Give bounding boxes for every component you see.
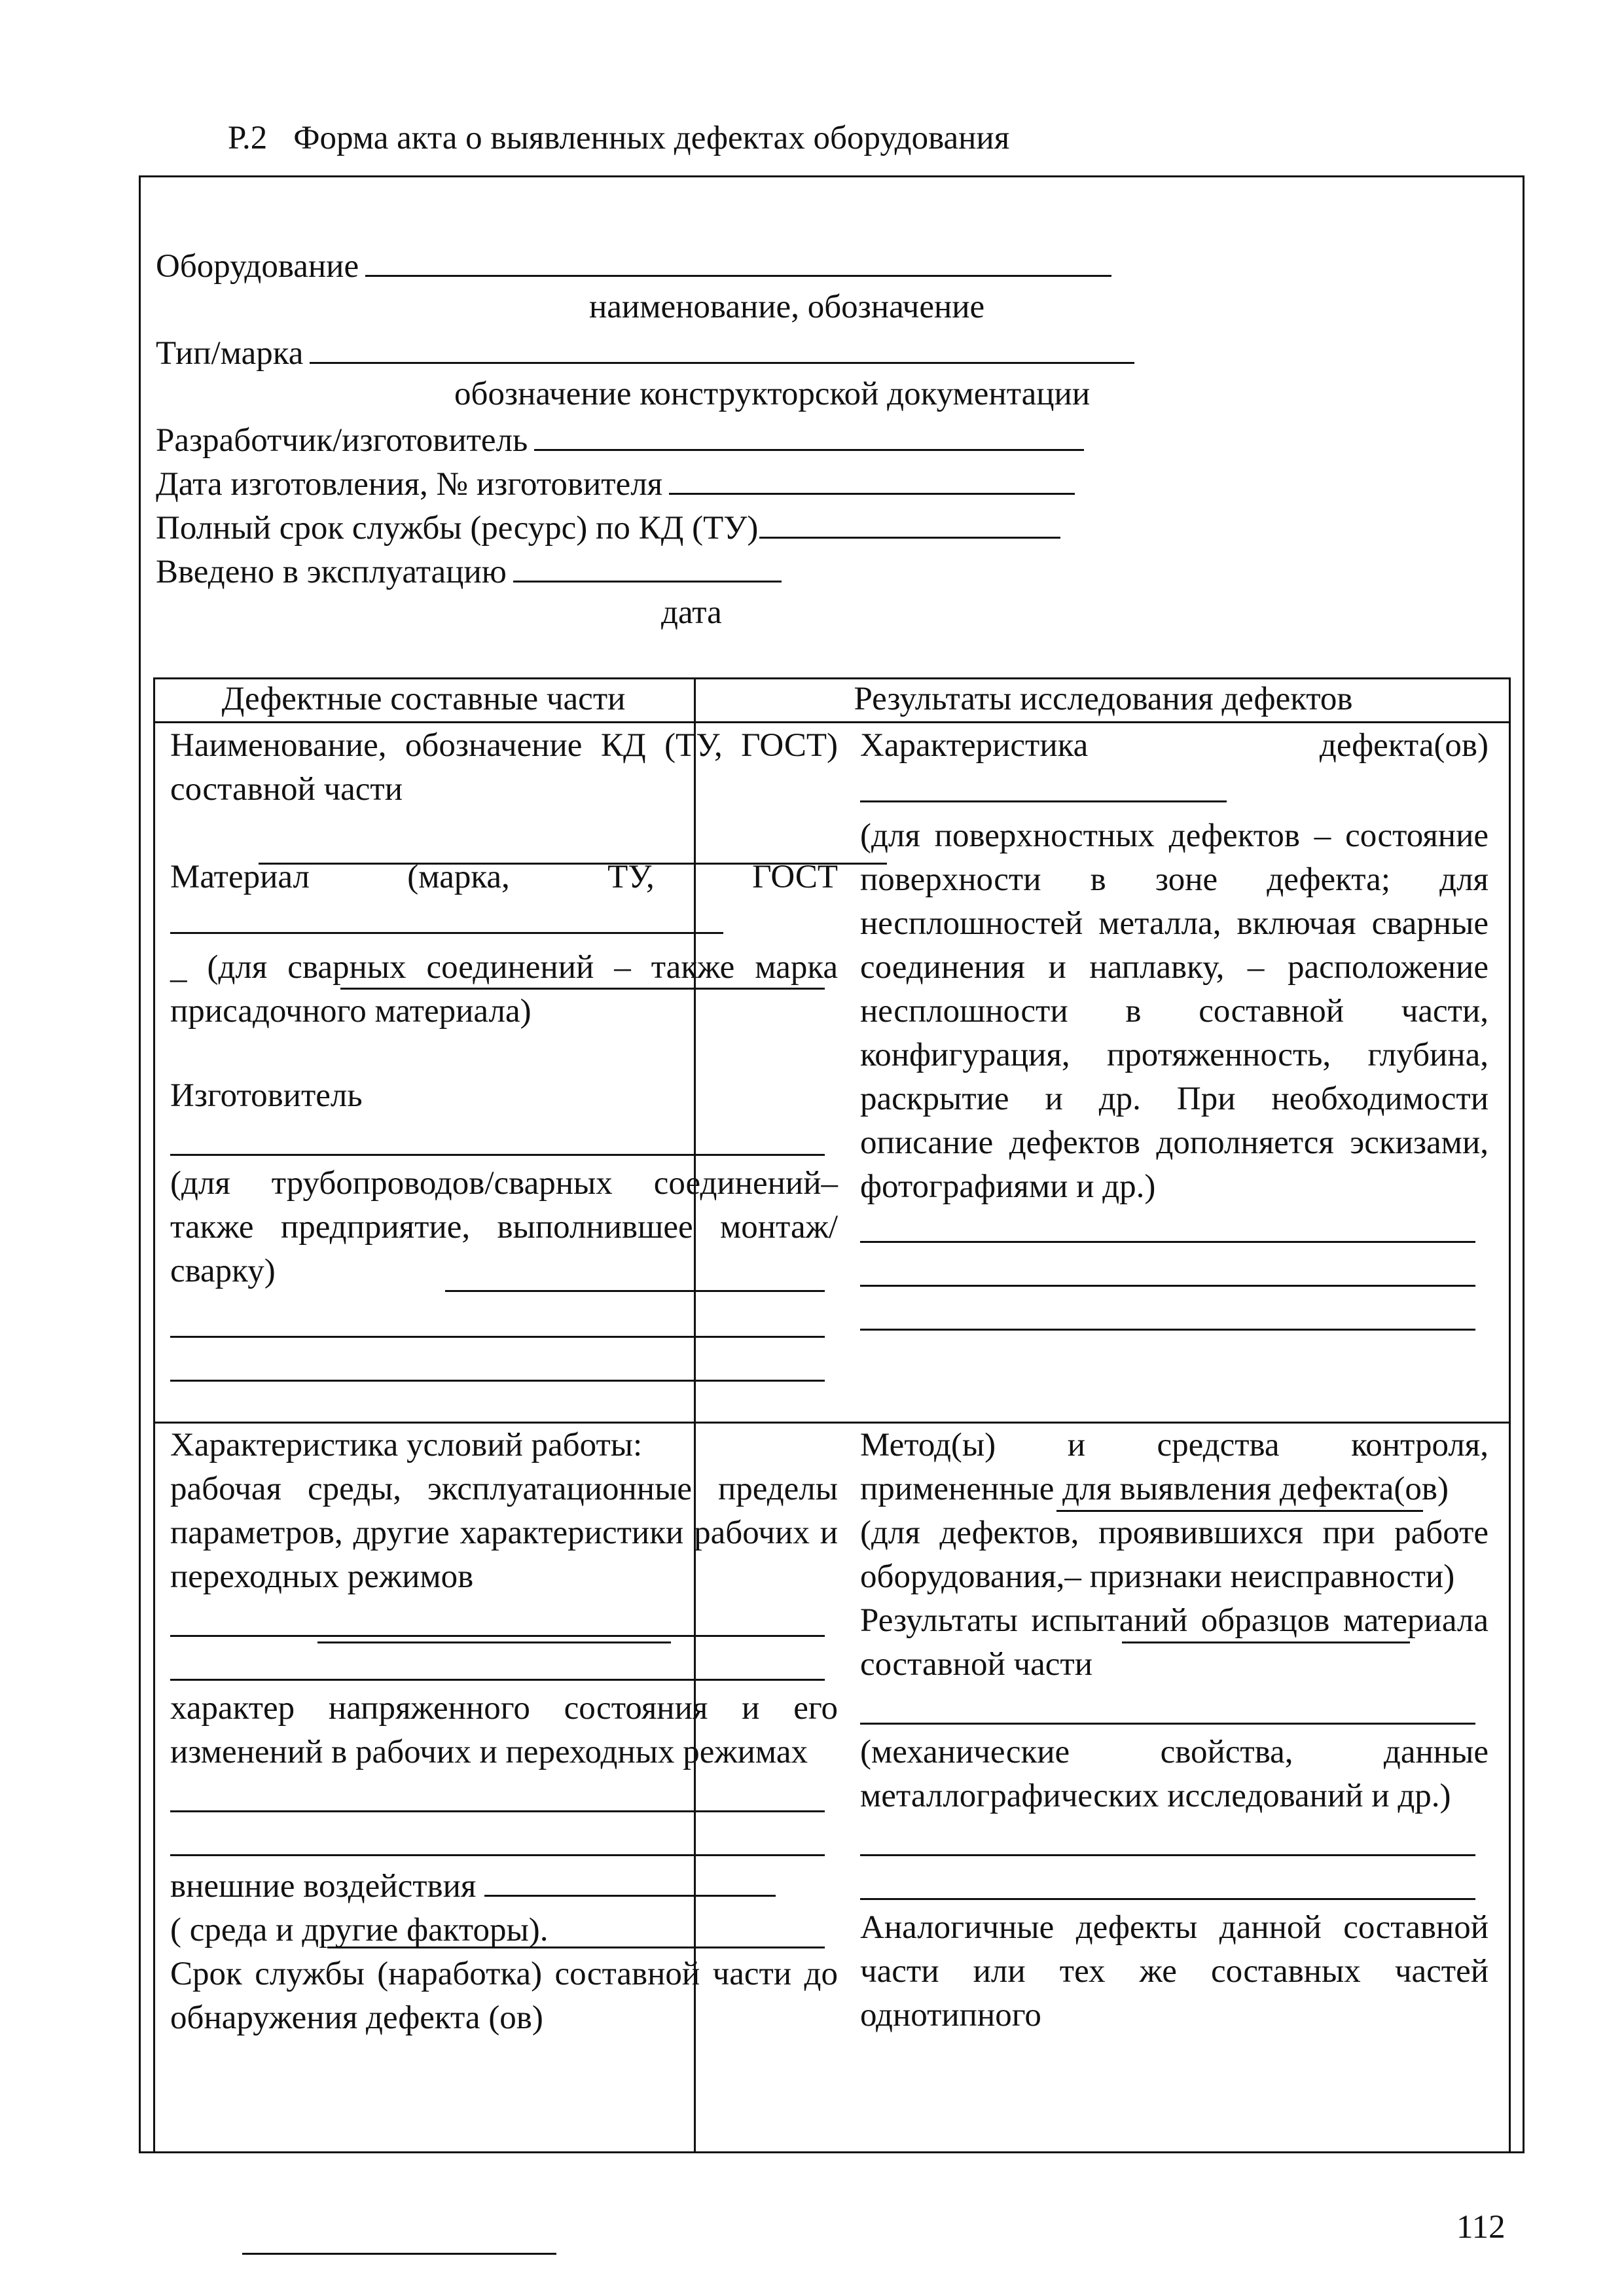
page-number: 112 — [1456, 2209, 1506, 2246]
external-text — [170, 1862, 838, 1909]
commissioned-caption: дата — [661, 594, 722, 631]
defect-characteristic-label: Характеристика дефекта(ов) — [860, 727, 1489, 764]
section-title — [228, 117, 1009, 160]
external-note: ( среда и другие факторы). — [170, 1912, 549, 1948]
methods-blank[interactable] — [1056, 1477, 1423, 1512]
equipment-field — [156, 242, 1111, 289]
material-label: Материал (марка, ТУ, ГОСТ — [170, 859, 838, 895]
conditions-blank[interactable] — [317, 1609, 671, 1643]
defect-characteristic-blank[interactable] — [860, 768, 1227, 802]
section-number: Р.2 — [228, 120, 268, 156]
results-blank-3[interactable] — [860, 1293, 1475, 1331]
manufacturer-blank[interactable] — [170, 1118, 825, 1156]
service-label: Полный срок службы (ресурс) по КД (ТУ) — [156, 510, 759, 547]
developer-blank[interactable] — [534, 416, 1084, 451]
equipment-caption: наименование, обозначение — [589, 289, 985, 325]
manufacturer-extra-blank-2[interactable] — [170, 1344, 825, 1382]
manufacturer-block — [170, 1074, 838, 1388]
header-investigation-results: Результаты исследования дефектов — [854, 681, 1353, 717]
type-label: Тип/марка — [156, 335, 304, 372]
row1-left-cell — [170, 724, 838, 812]
defect-characteristic-text — [860, 724, 1489, 814]
results-blank-1[interactable] — [860, 1205, 1475, 1243]
material-blank[interactable] — [170, 899, 723, 934]
developer-field — [156, 416, 1084, 463]
tests-text: Результаты испытаний образцов материала составной части — [860, 1602, 1489, 1683]
developer-label: Разработчик/изготовитель — [156, 422, 528, 459]
results-blank-2[interactable] — [860, 1249, 1475, 1287]
tests-extra-blank-2[interactable] — [860, 1862, 1475, 1900]
stress-blank[interactable] — [327, 1914, 825, 1948]
conditions-label: Характеристика условий работы: — [170, 1427, 643, 1463]
stress-extra-blank-1[interactable] — [170, 1774, 825, 1812]
stress-extra-blank-2[interactable] — [170, 1818, 825, 1856]
manufacturer-note-blank[interactable] — [445, 1257, 825, 1292]
commissioned-field — [156, 548, 782, 594]
external-blank[interactable] — [484, 1862, 776, 1897]
defect-characteristic-note: (для поверхностных дефектов – состояние поверхности в зоне дефекта; для несплошностей металла, включая сварные соединения и наплавку, – расположение несплошности в составной части, конфигурация, протяженность, глубина, раскрытие и др. При необходимости описание дефектов дополняется эскизами, фотографиями и др.) — [860, 817, 1489, 1205]
service-blank[interactable] — [759, 504, 1060, 539]
material-text — [170, 855, 838, 946]
date-field — [156, 460, 1075, 507]
tests-note-text: (механические свойства, данные металлографических исследований и др.) — [860, 1734, 1489, 1814]
similar-defects-text: Аналогичные дефекты данной составной части или тех же составных частей однотипного — [860, 1909, 1489, 2034]
part-name-text: Наименование, обозначение КД (ТУ, ГОСТ) составной части — [170, 727, 838, 808]
row1-right-cell — [860, 724, 1489, 1336]
conditions-detail-text: рабочая среды, эксплуатационные пределы параметров, другие характеристики рабочих и переходных режимов — [170, 1471, 838, 1595]
methods-text: Метод(ы) и средства контроля, примененные для выявления дефекта(ов) — [860, 1427, 1489, 1507]
header-defective-parts: Дефектные составные части — [221, 681, 626, 717]
manufacturer-note-text: (для трубопроводов/сварных соединений– также предприятие, выполнившее монтаж/сварку) — [170, 1165, 838, 1289]
date-label: Дата изготовления, № изготовителя — [156, 466, 663, 503]
material-block — [170, 855, 838, 1033]
row2-right-cell — [860, 1424, 1489, 2037]
type-caption: обозначение конструкторской документации — [454, 376, 1091, 412]
manufacturer-extra-blank-1[interactable] — [170, 1300, 825, 1338]
external-label: внешние воздействия — [170, 1868, 477, 1905]
type-blank[interactable] — [310, 329, 1134, 364]
methods-note-text: (для дефектов, проявившихся при работе оборудования,– признаки неисправности) — [860, 1515, 1489, 1595]
methods-note-blank[interactable] — [1122, 1609, 1410, 1643]
date-blank[interactable] — [669, 460, 1075, 495]
row2-left-cell — [170, 1424, 838, 2040]
commissioned-label: Введено в эксплуатацию — [156, 554, 507, 590]
tests-extra-blank-1[interactable] — [860, 1818, 1475, 1856]
commissioned-blank[interactable] — [513, 548, 782, 583]
type-field — [156, 329, 1134, 376]
header-row-divider — [153, 721, 1511, 723]
tests-blank[interactable] — [860, 1687, 1475, 1725]
manufacturer-label: Изготовитель — [170, 1077, 363, 1114]
lifetime-text: Срок службы (наработка) составной части до обнаружения дефекта (ов) — [170, 1956, 838, 2036]
material-note-blank[interactable] — [340, 955, 825, 990]
lifetime-blank[interactable] — [242, 2220, 556, 2255]
equipment-blank[interactable] — [365, 242, 1111, 277]
material-note-text: _ (для сварных соединений – также марка присадочного материала) — [170, 949, 838, 1030]
conditions-extra-blank-2[interactable] — [170, 1643, 825, 1681]
section-heading: Форма акта о выявленных дефектах оборудования — [293, 120, 1010, 156]
service-field — [156, 504, 1060, 550]
equipment-label: Оборудование — [156, 248, 359, 285]
stress-text: характер напряженного состояния и его изменений в рабочих и переходных режимах — [170, 1690, 838, 1770]
